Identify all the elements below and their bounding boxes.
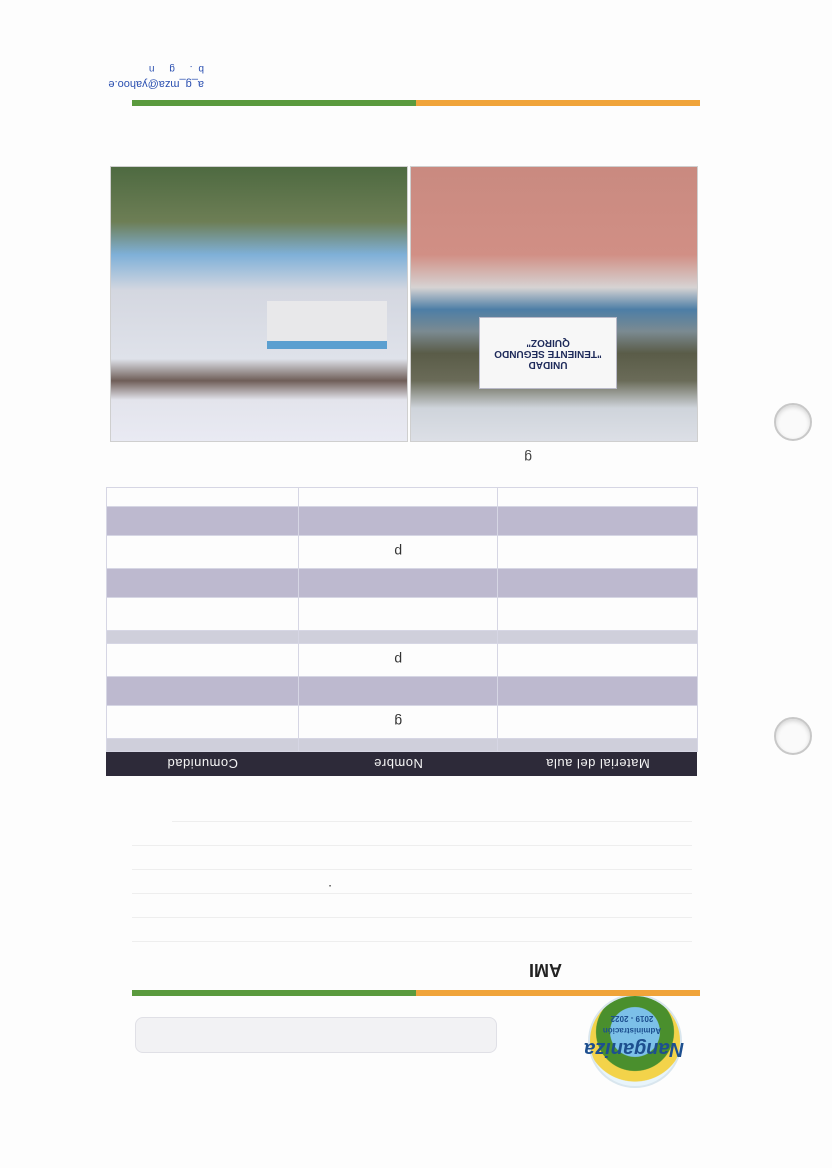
- upside-down-content: Nanganiza Administración 2019 - 2022 AMI . Material del aula Nombre Comunidad g p p g UNIDAD "TENIENTE SEGUNDO QUIROZ" a_g_mza@yahoo.e b. g n: [0, 0, 832, 1168]
- column-header: Comunidad: [107, 752, 299, 777]
- table-mark: p: [299, 644, 498, 677]
- faint-text-line: [132, 893, 692, 894]
- school-building-photo: [110, 166, 408, 442]
- table-row: [107, 706, 698, 739]
- footer-separator: [132, 100, 700, 106]
- column-header: Nombre: [299, 752, 498, 777]
- logo-subtitle: Administración: [602, 1026, 662, 1035]
- table-mark: p: [299, 536, 498, 569]
- table-mark: g: [299, 706, 498, 739]
- table-row: [107, 569, 698, 598]
- faint-text-line: [132, 869, 692, 870]
- column-header: Material del aula: [498, 752, 698, 777]
- faint-text-line: [132, 917, 692, 918]
- logo-title: Nanganiza: [583, 1038, 684, 1060]
- table-row: [107, 536, 698, 569]
- school-sign: [479, 317, 617, 389]
- section-heading: AMI: [529, 960, 562, 980]
- school-sign-photo: [410, 166, 698, 442]
- table-row: [107, 631, 698, 644]
- faint-text-line: [172, 821, 692, 822]
- table-header-row: [107, 752, 698, 777]
- table-row: [107, 677, 698, 706]
- table-row: [107, 507, 698, 536]
- faint-text-line: [132, 941, 692, 942]
- table-row: [107, 644, 698, 677]
- footer-email: a_g_mza@yahoo.e: [108, 78, 204, 90]
- table-row: [107, 598, 698, 631]
- sign-line-2: "TENIENTE SEGUNDO QUIROZ": [494, 337, 602, 359]
- logo-period: 2019 - 2022: [610, 1014, 654, 1023]
- header-separator: [132, 990, 700, 996]
- table-row: [107, 488, 698, 507]
- school-building: [267, 301, 387, 349]
- table-row: [107, 739, 698, 752]
- footer-email-line2: b. g n: [142, 63, 204, 74]
- letterhead-box: [135, 1017, 497, 1053]
- caption-mark: g: [524, 450, 532, 466]
- classroom-table: [106, 487, 698, 776]
- faint-text-line: [132, 845, 692, 846]
- sign-line-1: UNIDAD: [528, 359, 568, 370]
